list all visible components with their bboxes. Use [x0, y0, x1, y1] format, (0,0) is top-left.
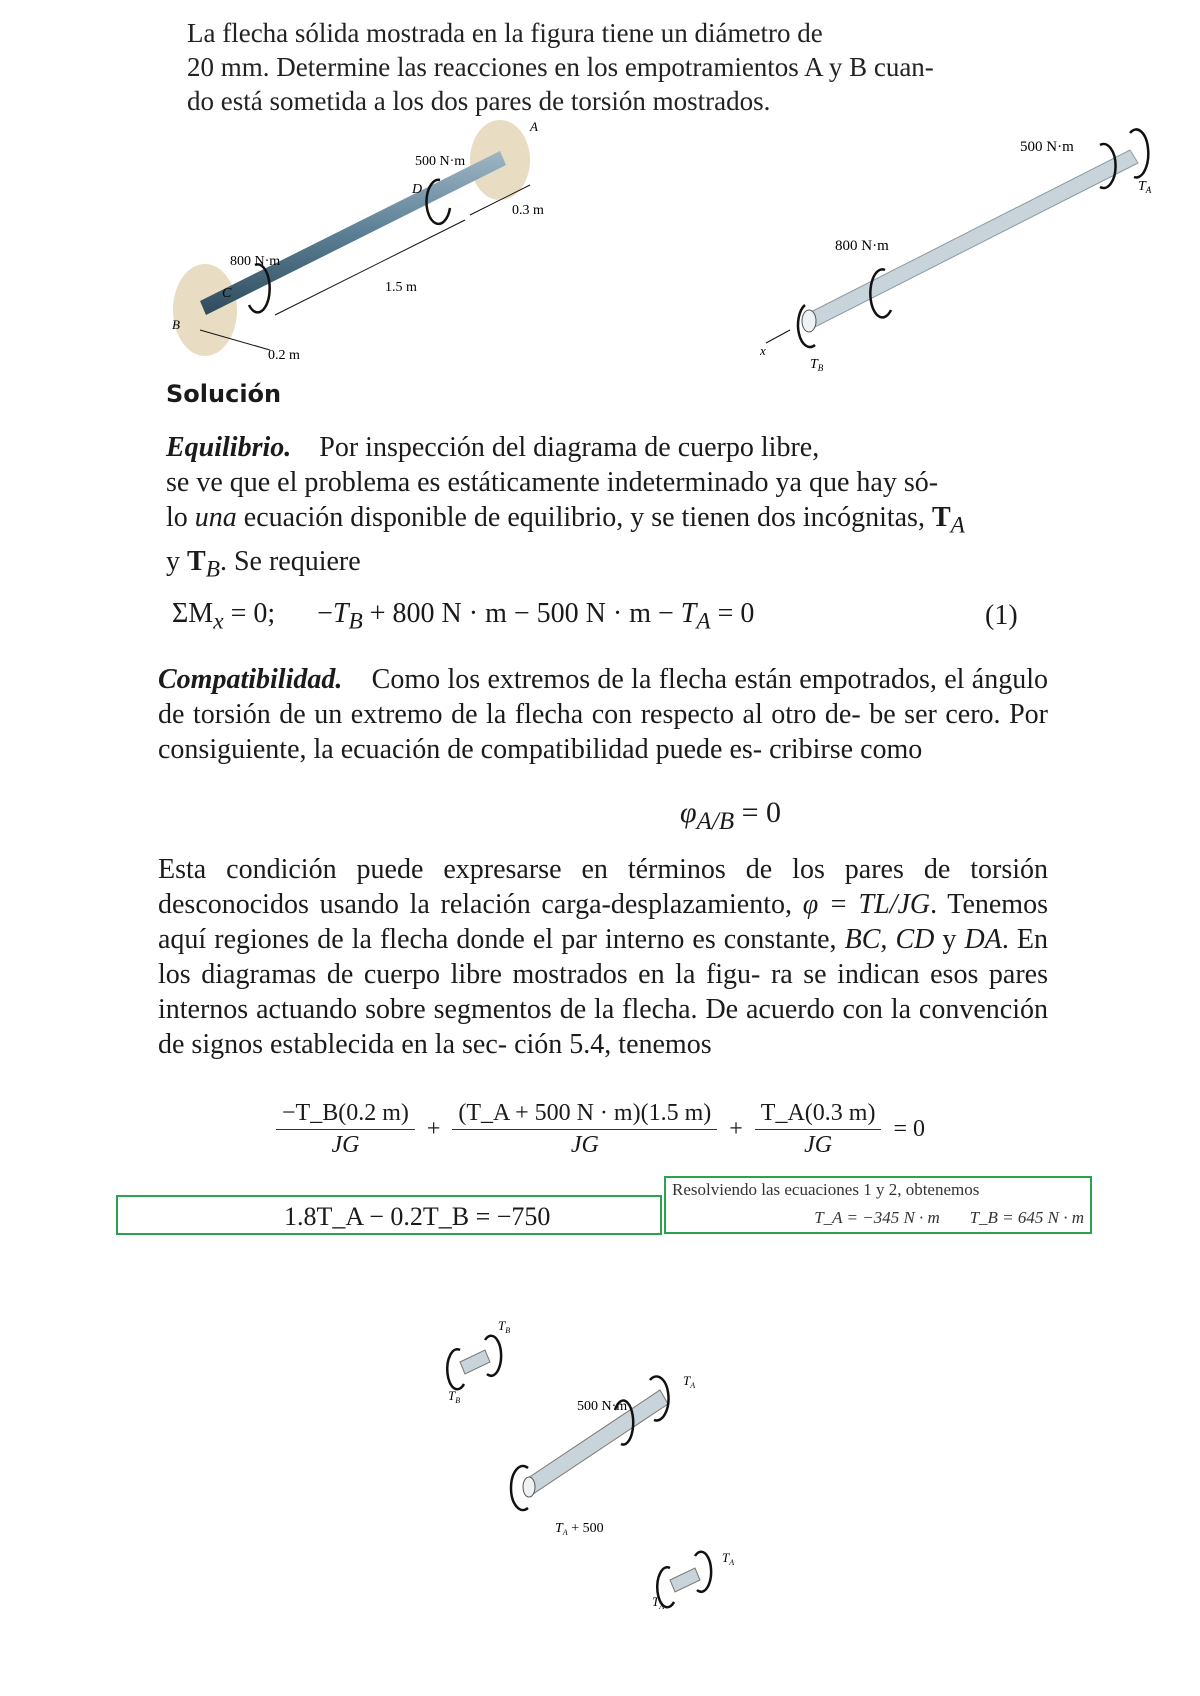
- phi-rhs: = 0: [734, 796, 782, 829]
- compatibility-equation: [680, 796, 781, 836]
- equilibrium-text-1: Por inspección del diagrama de cuerpo libre,: [319, 432, 820, 463]
- equation-1-number: (1): [985, 600, 1018, 631]
- intro-line-2: 20 mm. Determine las reacciones en los empotramientos A y B cuan-: [187, 52, 934, 82]
- eq1-body: + 800 N · m − 500 N · m −: [369, 598, 674, 629]
- label-dim-02: 0.2 m: [268, 348, 300, 363]
- p3-segments: BC, CD: [844, 924, 935, 955]
- equilibrium-lead: Equilibrio.: [166, 432, 292, 463]
- segment-cd-end: [523, 1477, 535, 1497]
- eq1-rhs: = 0;: [223, 598, 276, 629]
- p3-g: . En los diagramas de cuerpo libre mostrados en la figu- ra se indican esos pares internos actuando sobre segmentos de la flecha. De acuerdo con la convención de signos establecida en la sec- ción 5.4, tenemos: [158, 924, 1049, 1060]
- eq1-lhs: ΣM: [172, 598, 214, 629]
- solution-heading: Solución: [166, 380, 282, 408]
- result-equation-box: [116, 1195, 662, 1235]
- segment-da: [670, 1568, 700, 1592]
- intro-line-3: do está sometida a los dos pares de torsión mostrados.: [187, 86, 771, 116]
- equilibrium-paragraph: Equilibrio. Por inspección del diagrama de cuerpo libre, se ve que el problema es estáticamente indeterminado ya que hay só- lo una ecuación disponible de equilibrio, y se tienen dos incógnitas, $T_A$ y $T_B$. Se requiere: [166, 430, 1046, 587]
- label-dim-15: 1.5 m: [385, 280, 417, 295]
- figure-segment-diagrams: [440, 1310, 760, 1610]
- seg-cd-ta-plus: $T_A + 500$: [555, 1521, 604, 1537]
- p3-c: . Tenemos aquí regiones de la flecha donde el par interno es constante,: [158, 889, 1048, 955]
- label-d: D: [412, 182, 423, 197]
- seg-da-ta-top: $T_A$: [722, 1550, 735, 1567]
- seg-cd-torque: 500 N·m: [577, 1399, 628, 1414]
- segment-bc-arrow-2-icon: [447, 1349, 464, 1389]
- equation-1: $\Sigma M_x = 0$; $-T_B + 800$ N · m − 500 $N \cdot m - T_A = 0$: [172, 598, 755, 635]
- torque-arrow-ta-icon: [1130, 129, 1148, 177]
- eq1-end: = 0: [710, 598, 755, 629]
- equilibrium-text-2: se ve que el problema es estáticamente indeterminado ya que hay só-: [166, 467, 939, 498]
- problem-statement: [187, 16, 1067, 118]
- equilibrium-text-4: Se requiere: [226, 545, 361, 577]
- solution-intro: Resolviendo las ecuaciones 1 y 2, obtenemos: [672, 1180, 980, 1199]
- simplified-equation: 1.8T_A − 0.2T_B = −750: [284, 1202, 551, 1231]
- figure-shaft-fixed-ends: [160, 115, 600, 375]
- label-b: B: [172, 317, 180, 332]
- p3-e: y: [934, 924, 965, 955]
- phi-symbol: φ: [680, 796, 697, 829]
- shaft-end-b: [802, 310, 816, 332]
- p3-formula: φ = TL/JG: [802, 889, 931, 920]
- solution-tb: T_B = 645 N · m: [969, 1208, 1084, 1227]
- dim-line-15: [275, 220, 465, 315]
- label-torque-500: 500 N·m: [1020, 139, 1074, 155]
- load-displacement-paragraph: [158, 852, 1048, 1062]
- fraction-1: $\frac{-T\_B(0.2 m)}{JG}$: [276, 1100, 415, 1159]
- label-torque-d: 500 N·m: [415, 154, 466, 169]
- compatibility-text: Como los extremos de la flecha están empotrados, el ángulo de torsión de un extremo de la flecha con respecto al otro de- be ser cero. Por consiguiente, la ecuación de compatibilidad puede es- cribirse como: [158, 664, 1048, 765]
- solution-ta: T_A = −345 N · m: [814, 1208, 940, 1227]
- equation-2: [276, 1100, 925, 1159]
- compatibility-lead: Compatibilidad.: [158, 664, 343, 695]
- seg-da-ta-bottom: $T_A$: [652, 1594, 665, 1610]
- equilibrium-text-3b: una: [194, 502, 237, 533]
- plus-2: +: [729, 1116, 743, 1142]
- p3-a: Esta condición puede expresarse en términos de los pares de torsión desconocidos usando la relación carga-desplazamiento,: [158, 854, 1048, 920]
- plus-1: +: [426, 1116, 441, 1142]
- equilibrium-text-3c: ecuación disponible de equilibrio, y se tienen dos incógnitas,: [236, 502, 932, 533]
- seg-cd-ta: $T_A$: [683, 1373, 696, 1390]
- label-torque-c: 800 N·m: [230, 254, 281, 269]
- eq1-lhs-sub: x: [213, 608, 224, 635]
- fraction-2: $\frac{(T\_A + 500 N \cdot m)(1.5 m)}{JG}$: [452, 1100, 717, 1159]
- label-x: x: [760, 343, 766, 358]
- label-dim-03: 0.3 m: [512, 203, 544, 218]
- segment-bc: [460, 1350, 490, 1374]
- intro-line-1: La flecha sólida mostrada en la figura tiene un diámetro de: [187, 18, 823, 48]
- phi-sub: A/B: [696, 808, 735, 835]
- shaft: [200, 151, 506, 315]
- label-ta: $T_A$: [1138, 179, 1152, 195]
- segment-da-arrow-icon: [695, 1552, 711, 1592]
- seg-bc-tb-bottom: $T_B$: [448, 1388, 461, 1405]
- solution-values: [814, 1208, 1084, 1228]
- label-tb: $T_B$: [810, 357, 824, 373]
- label-a: A: [530, 119, 538, 134]
- figure-free-body: [760, 125, 1160, 375]
- x-axis-line: [766, 330, 790, 343]
- solution-box: [664, 1176, 1092, 1234]
- equals-zero: = 0: [893, 1116, 925, 1142]
- seg-bc-tb-top: $T_B$: [498, 1318, 511, 1335]
- label-c: C: [222, 286, 232, 301]
- compatibility-paragraph: [158, 662, 1048, 767]
- label-torque-800: 800 N·m: [835, 238, 889, 254]
- fraction-3: $\frac{T\_A(0.3 m)}{JG}$: [755, 1100, 882, 1159]
- p3-segment-da: DA: [964, 924, 1002, 955]
- equilibrium-text-3a: lo: [166, 502, 195, 533]
